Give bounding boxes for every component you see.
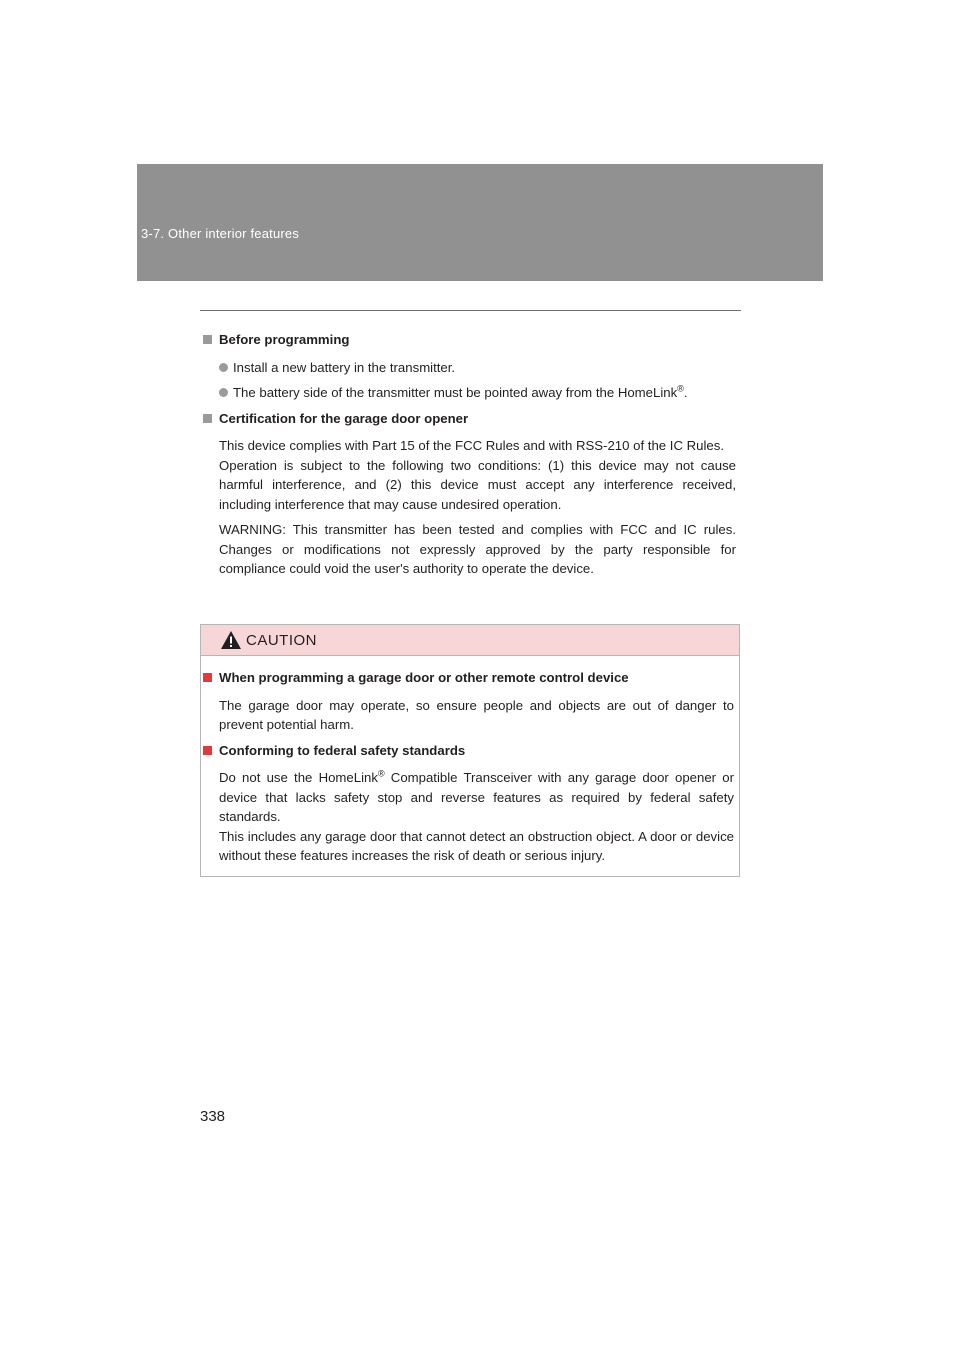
bullet-item: The battery side of the transmitter must be pointed away from the HomeLink®.: [203, 383, 736, 403]
caution-body: [201, 656, 739, 866]
page-number: 338: [200, 1108, 226, 1125]
certification-paragraph: This device complies with Part 15 of the FCC Rules and with RSS-210 of the IC Rules. Operation is subject to the following two conditions: (1) this device may not cause harmful interference, and (2) this device must accept any interference received, including interference that may cause undesired operation.: [219, 438, 736, 512]
warning-triangle-icon: [220, 630, 242, 650]
heading-certification: Certification for the garage door opener: [203, 409, 736, 429]
caution-paragraph: Do not use the HomeLink® Compatible Transceiver with any garage door opener or device that lacks safety stop and reverse features as required by federal safety standards. This includes any garage door that cannot detect an obstruction object. A door or device without these features increases the risk of death or serious injury.: [219, 768, 734, 863]
dot-bullet-icon: [219, 363, 228, 372]
square-bullet-icon: [203, 746, 212, 755]
section-title: 3-7. Other interior features: [141, 226, 300, 241]
caution-box: [200, 624, 740, 877]
dot-bullet-icon: [219, 388, 228, 397]
notes-content: [203, 330, 736, 585]
header-band: [137, 164, 823, 281]
heading-before-programming: Before programming: [203, 330, 736, 350]
bullet-item: Install a new battery in the transmitter.: [203, 358, 736, 378]
caution-header: [201, 625, 739, 656]
square-bullet-icon: [203, 414, 212, 423]
square-bullet-icon: [203, 673, 212, 682]
warning-paragraph: WARNING: This transmitter has been tested and complies with FCC and IC rules. Changes or modifications not expressly approved by the party responsible for compliance could void the user's authority to operate the device.: [219, 522, 736, 576]
caution-heading-standards: Conforming to federal safety standards: [203, 741, 734, 761]
divider: [200, 310, 741, 311]
caution-paragraph: The garage door may operate, so ensure people and objects are out of danger to prevent potential harm.: [219, 697, 734, 732]
caution-heading-programming: When programming a garage door or other remote control device: [203, 668, 734, 688]
caution-title: CAUTION: [246, 631, 317, 649]
square-bullet-icon: [203, 335, 212, 344]
